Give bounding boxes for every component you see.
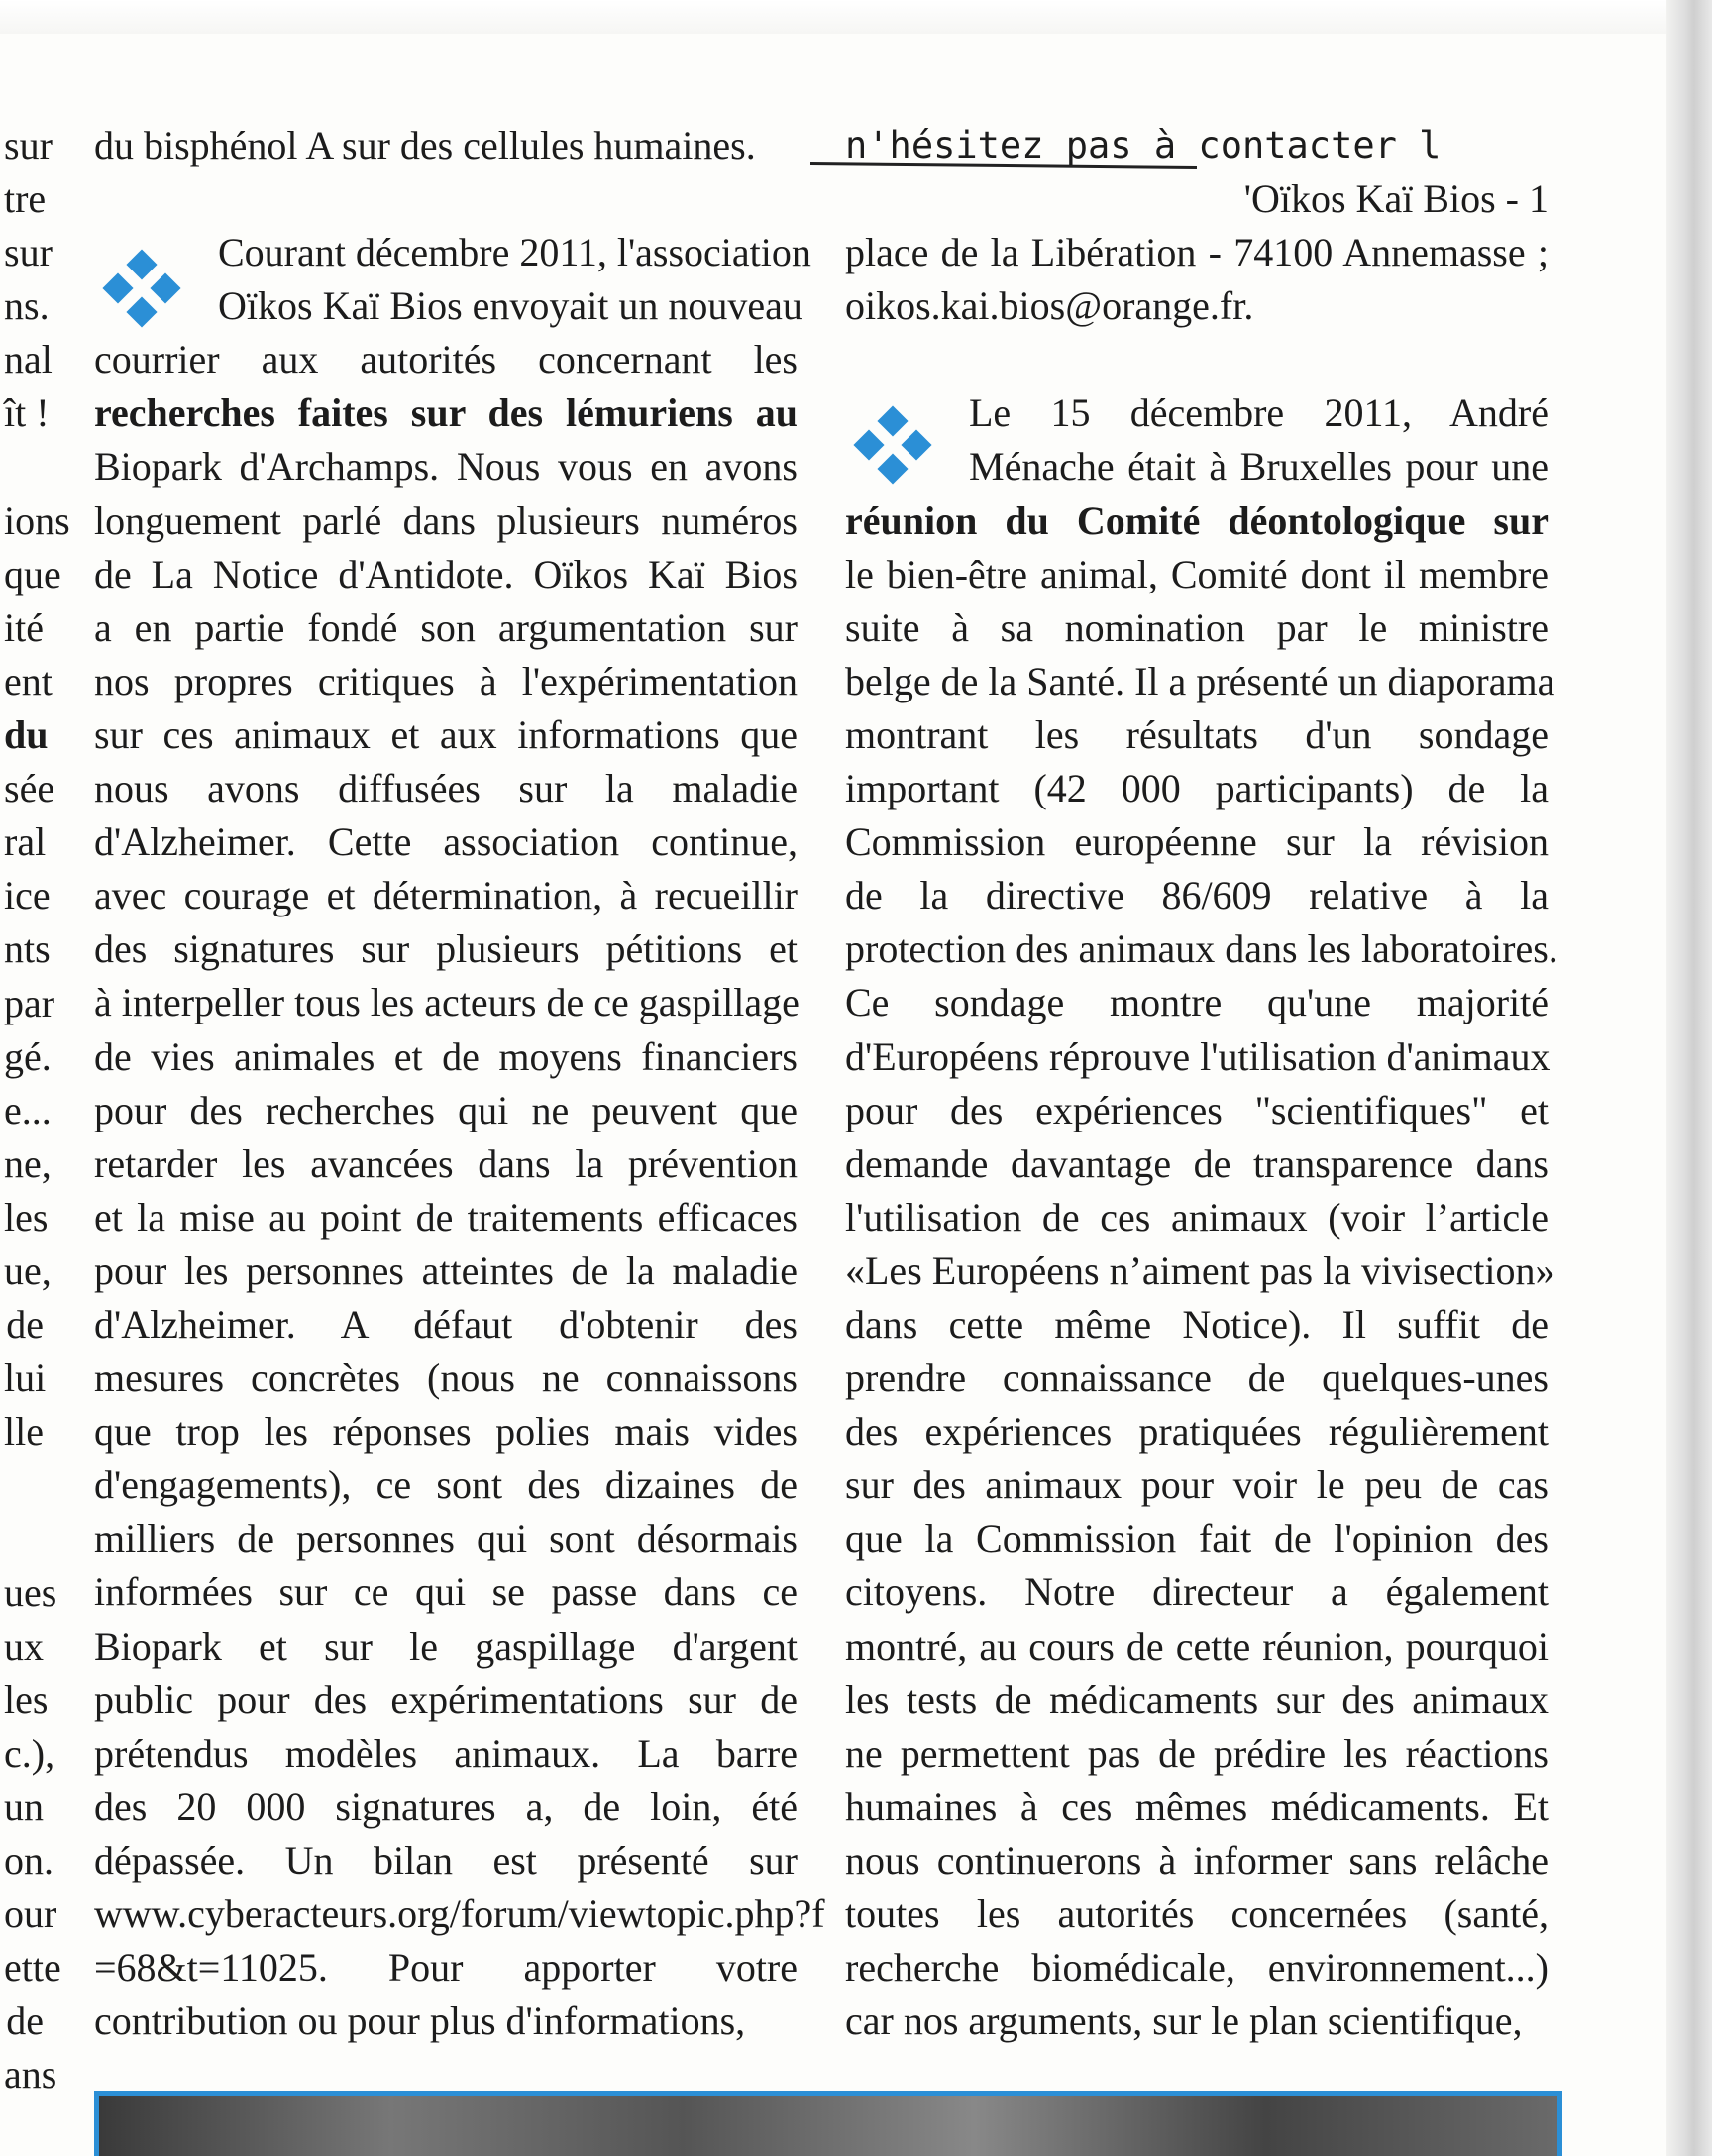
- para-line: sur ces animaux et aux informations que: [94, 711, 798, 757]
- contact-line: 'Oïkos Kaï Bios - 1: [1243, 176, 1549, 222]
- diamond-bullet-icon: [850, 404, 939, 484]
- para-line: d'engagements), ce sont des dizaines de: [94, 1462, 798, 1508]
- para-line: avec courage et détermination, à recueillir: [94, 873, 798, 918]
- fragment: [4, 1512, 44, 1565]
- fragment: ît !: [4, 390, 50, 436]
- para-line: montré, au cours de cette réunion, pourquoi: [845, 1623, 1549, 1669]
- page-fold-shadow: [1666, 0, 1712, 2156]
- fragment: ux: [4, 1623, 44, 1669]
- para-line: d'Alzheimer. A défaut d'obtenir des: [94, 1301, 798, 1347]
- para-line: et la mise au point de traitements efficaces: [94, 1194, 798, 1240]
- para-line: à interpeller tous les acteurs de ce gaspillage: [94, 980, 800, 1025]
- fragment: sur: [4, 230, 53, 275]
- fragment: [4, 1458, 44, 1512]
- fragment: par: [4, 980, 55, 1025]
- fragment: lle: [4, 1409, 44, 1455]
- fragment: sée: [4, 766, 55, 811]
- para-line: d'Européens réprouve l'utilisation d'animaux: [845, 1033, 1551, 1079]
- fragment: de: [6, 1302, 44, 1348]
- para-line: de la directive 86/609 relative à la: [845, 873, 1549, 918]
- para-line: pour les personnes atteintes de la maladie: [94, 1247, 798, 1293]
- para-line: longuement parlé dans plusieurs numéros: [94, 497, 798, 543]
- fragment: c.),: [4, 1730, 55, 1776]
- article-column-1: [94, 119, 825, 2048]
- fragment: que: [4, 551, 61, 596]
- para-line: toutes les autorités concernées (santé,: [845, 1891, 1549, 1936]
- para-line: d'Alzheimer. Cette association continue,: [94, 819, 798, 865]
- para-line: que trop les réponses polies mais vides: [94, 1409, 798, 1455]
- fragment: nts: [4, 926, 51, 972]
- para-line: recherche biomédicale, environnement...): [845, 1945, 1549, 1991]
- para-line: les tests de médicaments sur des animaux: [845, 1676, 1549, 1722]
- para-line: www.cyberacteurs.org/forum/viewtopic.php?f: [94, 1891, 825, 1936]
- fragment: de: [6, 1998, 44, 2044]
- fragment: du: [4, 712, 49, 758]
- para-line: dépassée. Un bilan est présenté sur: [94, 1837, 798, 1883]
- fragment: nal: [4, 337, 53, 382]
- para-line: prétendus modèles animaux. La barre: [94, 1730, 798, 1776]
- article-column-2: [845, 119, 1558, 2048]
- para-line: des expériences pratiquées régulièrement: [845, 1409, 1549, 1455]
- fragment: les: [4, 1676, 49, 1722]
- para-line: «Les Européens n’aiment pas la vivisection»: [845, 1247, 1555, 1293]
- para-line: retarder les avancées dans la prévention: [94, 1140, 798, 1186]
- para-line: milliers de personnes qui sont désormais: [94, 1516, 798, 1562]
- para-line: nous continuerons à informer sans relâche: [845, 1837, 1549, 1883]
- para-line: public pour des expérimentations sur de: [94, 1676, 798, 1722]
- para-line-bold: réunion du Comité déontologique sur: [845, 497, 1549, 543]
- left-column-fragments: [4, 119, 70, 2102]
- paragraph-comite: [845, 386, 1558, 2048]
- para-line: de vies animales et de moyens financiers: [94, 1033, 798, 1079]
- para-line: de La Notice d'Antidote. Oïkos Kaï Bios: [94, 551, 798, 596]
- para-line: Ménache était à Bruxelles pour une: [969, 444, 1549, 489]
- para-line: Courant décembre 2011, l'association: [218, 230, 811, 275]
- para-line: protection des animaux dans les laboratoires.: [845, 926, 1558, 972]
- para-line: informées sur ce qui se passe dans ce: [94, 1569, 798, 1615]
- para-line: pour des recherches qui ne peuvent que: [94, 1087, 798, 1132]
- diamond-bullet-icon: [99, 248, 188, 327]
- para-line: Biopark et sur le gaspillage d'argent: [94, 1623, 798, 1669]
- fragment: ans: [4, 2052, 57, 2098]
- para-line: belge de la Santé. Il a présenté un diaporama: [845, 658, 1555, 703]
- para-line: que la Commission fait de l'opinion des: [845, 1516, 1549, 1562]
- para-line: ne permettent pas de prédire les réactions: [845, 1730, 1549, 1776]
- para-line: important (42 000 participants) de la: [845, 766, 1549, 811]
- para-line: le bien-être animal, Comité dont il membre: [845, 551, 1549, 596]
- fragment: [4, 441, 44, 494]
- fragment: lui: [4, 1355, 47, 1401]
- fragment: ice: [4, 873, 51, 918]
- para-line: l'utilisation de ces animaux (voir l’article: [845, 1194, 1549, 1240]
- fragment: ions: [4, 497, 70, 543]
- para-line: mesures concrètes (nous ne connaissons: [94, 1355, 798, 1401]
- para-line: Commission européenne sur la révision: [845, 819, 1549, 865]
- para-line: pour des expériences "scientifiques" et: [845, 1087, 1549, 1132]
- para-line: Biopark d'Archamps. Nous vous en avons: [94, 444, 798, 489]
- fragment: sur: [4, 123, 53, 167]
- fragment: e...: [4, 1087, 52, 1132]
- para-line: des 20 000 signatures a, de loin, été: [94, 1783, 798, 1829]
- contact-email: oikos.kai.bios@orange.fr.: [845, 283, 1254, 329]
- para-line: des signatures sur plusieurs pétitions et: [94, 926, 798, 972]
- fragment: ue,: [4, 1247, 52, 1293]
- para-line: citoyens. Notre directeur a également: [845, 1569, 1549, 1615]
- para-line: suite à sa nomination par le ministre: [845, 604, 1549, 650]
- para-line: nous avons diffusées sur la maladie: [94, 766, 798, 811]
- contact-line-handwritten: n'hésitez pas à contacter l: [845, 124, 1442, 166]
- fragment: ral: [4, 819, 47, 865]
- fragment: un: [4, 1783, 44, 1829]
- fragment: our: [4, 1891, 57, 1937]
- contact-line: place de la Libération - 74100 Annemasse ;: [845, 230, 1549, 275]
- para-line: Le 15 décembre 2011, André: [969, 390, 1549, 436]
- para-line: humaines à ces mêmes médicaments. Et: [845, 1783, 1549, 1829]
- para-line-bold: recherches faites sur des lémuriens au: [94, 390, 798, 436]
- fragment: ent: [4, 658, 53, 703]
- para-line: contribution ou pour plus d'informations,: [94, 1998, 746, 2044]
- fragment: tre: [4, 176, 47, 222]
- para-line: montrant les résultats d'un sondage: [845, 711, 1549, 757]
- para-line: car nos arguments, sur le plan scientifique,: [845, 1998, 1523, 2044]
- para-line: Ce sondage montre qu'une majorité: [845, 980, 1549, 1025]
- fragment: gé.: [4, 1033, 52, 1079]
- photo-strip: [94, 2091, 1562, 2156]
- fragment: ns.: [4, 283, 50, 329]
- para-line: =68&t=11025. Pour apporter votre: [94, 1945, 798, 1991]
- para-line: nos propres critiques à l'expérimentation: [94, 658, 798, 703]
- para-line: dans cette même Notice). Il suffit de: [845, 1301, 1549, 1347]
- fragment: ette: [4, 1945, 61, 1991]
- para-line: courrier aux autorités concernant les: [94, 337, 798, 382]
- fragment: on.: [4, 1838, 54, 1883]
- fragment: les: [4, 1194, 49, 1240]
- page-top-edge: [0, 0, 1712, 34]
- paragraph-lemuriens: [94, 226, 825, 2048]
- para-line: sur des animaux pour voir le peu de cas: [845, 1462, 1549, 1508]
- para-line: prendre connaissance de quelques-unes: [845, 1355, 1549, 1401]
- para-line: a en partie fondé son argumentation sur: [94, 604, 798, 650]
- fragment: ité: [4, 604, 44, 650]
- continued-line: du bisphénol A sur des cellules humaines.: [94, 123, 756, 167]
- fragment: ne,: [4, 1140, 52, 1186]
- para-line: demande davantage de transparence dans: [845, 1140, 1549, 1186]
- fragment: ues: [4, 1569, 57, 1615]
- para-line: Oïkos Kaï Bios envoyait un nouveau: [218, 283, 802, 329]
